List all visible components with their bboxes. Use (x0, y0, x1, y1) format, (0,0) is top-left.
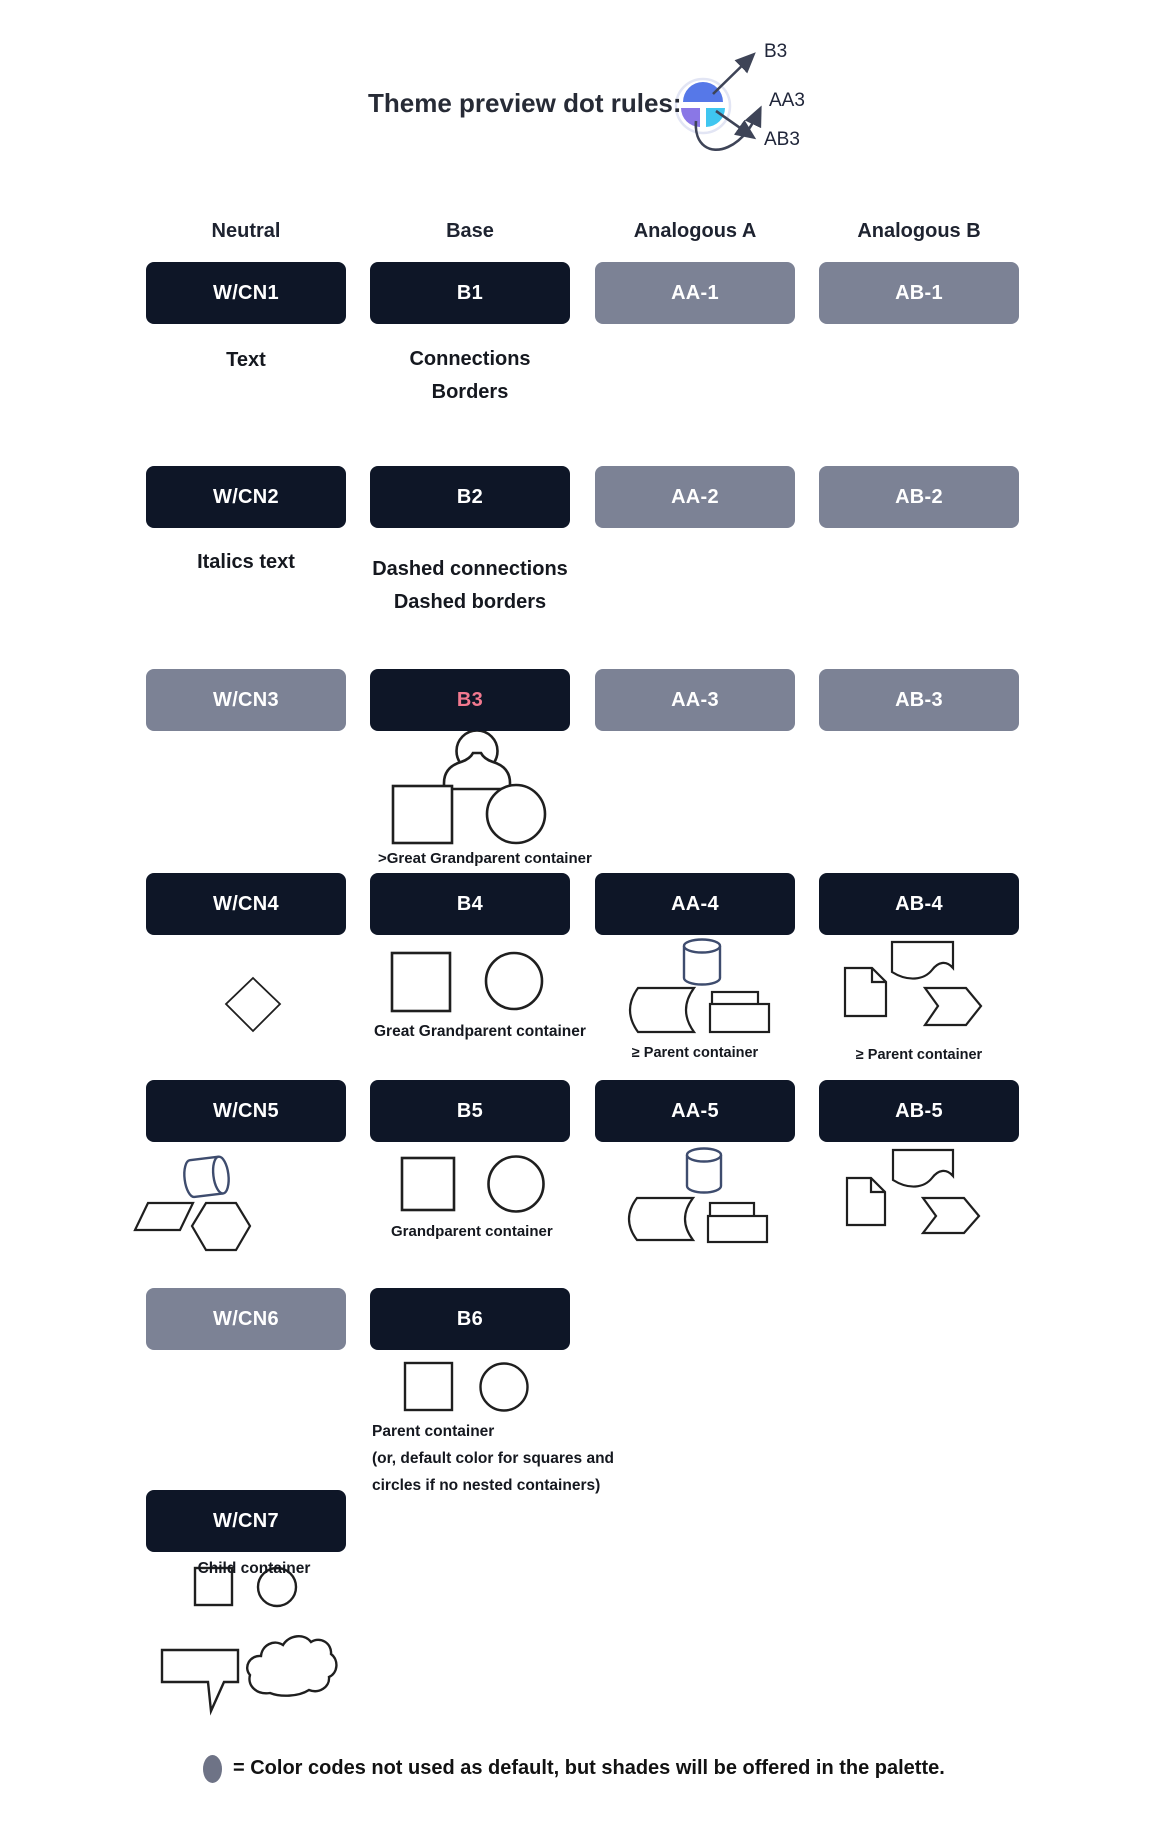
caption-parent-ab4: ≥ Parent container (855, 1047, 983, 1063)
swatch-aa3: AA-3 (595, 669, 795, 731)
swatch-b5: B5 (370, 1080, 570, 1142)
swatch-wcn6: W/CN6 (146, 1288, 346, 1350)
circle-icon (486, 953, 542, 1009)
cylinder-icon (684, 940, 720, 953)
hexagon-icon (192, 1203, 250, 1250)
folder-icon (710, 1004, 769, 1032)
arrow-to-b3 (713, 55, 753, 94)
dot-label-aa3: AA3 (769, 90, 805, 111)
swatch-b6: B6 (370, 1288, 570, 1350)
swatch-wcn2: W/CN2 (146, 466, 346, 528)
square-icon (405, 1363, 452, 1410)
square-icon (392, 953, 450, 1011)
caption-text: Text (226, 349, 266, 371)
person-icon (444, 753, 510, 789)
circle-icon (481, 1364, 528, 1411)
caption-connections: Connections (409, 348, 531, 370)
document-icon (892, 942, 953, 979)
swatch-b2: B2 (370, 466, 570, 528)
column-header-base: Base (446, 220, 494, 242)
swatch-ab3: AB-3 (819, 669, 1019, 731)
caption-dashed (360, 553, 580, 619)
swatch-b4: B4 (370, 873, 570, 935)
caption-child: Child container (197, 1560, 311, 1577)
speech-bubble-icon (162, 1650, 238, 1711)
chevron-icon (925, 988, 981, 1025)
caption-parent-aa4: ≥ Parent container (631, 1045, 759, 1061)
note-icon (847, 1178, 885, 1225)
caption-grandparent: Grandparent container (391, 1223, 553, 1240)
cylinder-icon (687, 1149, 721, 1162)
swatch-wcn1: W/CN1 (146, 262, 346, 324)
caption-great-grandparent-gt: >Great Grandparent container (378, 850, 592, 867)
swatch-aa1: AA-1 (595, 262, 795, 324)
note-icon (845, 968, 886, 1016)
caption-italics-text: Italics text (197, 551, 295, 573)
caption-parent-line1: Parent container (372, 1423, 495, 1440)
folder-icon (708, 1216, 767, 1242)
swatch-ab2: AB-2 (819, 466, 1019, 528)
swatch-aa5: AA-5 (595, 1080, 795, 1142)
swatch-ab5: AB-5 (819, 1080, 1019, 1142)
legend-dot (203, 1755, 222, 1783)
swatch-b1: B1 (370, 262, 570, 324)
circle-icon (487, 785, 545, 843)
cloud-icon (247, 1636, 336, 1695)
column-header-analogous-a: Analogous A (633, 220, 757, 242)
caption-dashed-connections: Dashed connections (372, 558, 568, 580)
swatch-ab1: AB-1 (819, 262, 1019, 324)
diamond-icon (226, 978, 280, 1031)
column-header-analogous-b: Analogous B (857, 220, 981, 242)
caption-parent-line2: (or, default color for squares and (372, 1450, 615, 1467)
legend-text: = Color codes not used as default, but shades will be offered in the palette. (233, 1757, 945, 1779)
caption-parent-default (372, 1418, 614, 1499)
swatch-ab4: AB-4 (819, 873, 1019, 935)
swatch-wcn7: W/CN7 (146, 1490, 346, 1552)
swatch-wcn4: W/CN4 (146, 873, 346, 935)
stored-data-icon (629, 1198, 693, 1240)
square-icon (402, 1158, 454, 1210)
stored-data-icon (630, 988, 694, 1032)
swatch-wcn3: W/CN3 (146, 669, 346, 731)
parallelogram-icon (135, 1203, 193, 1230)
dot-label-ab3: AB3 (764, 129, 800, 150)
page-title: Theme preview dot rules: (368, 88, 682, 118)
caption-great-grandparent: Great Grandparent container (374, 1023, 586, 1040)
circle-icon (489, 1157, 544, 1212)
swatch-b3: B3 (370, 669, 570, 731)
caption-dashed-borders: Dashed borders (393, 591, 547, 613)
swatch-aa4: AA-4 (595, 873, 795, 935)
swatch-wcn5: W/CN5 (146, 1080, 346, 1142)
chevron-icon (923, 1198, 979, 1233)
caption-parent-line3: circles if no nested containers) (372, 1477, 601, 1494)
caption-connections-borders (370, 343, 570, 409)
swatch-aa2: AA-2 (595, 466, 795, 528)
document-icon (893, 1150, 953, 1187)
dot-label-b3: B3 (764, 41, 788, 62)
caption-borders: Borders (431, 381, 509, 403)
square-icon (393, 786, 452, 843)
column-header-neutral: Neutral (211, 220, 281, 242)
